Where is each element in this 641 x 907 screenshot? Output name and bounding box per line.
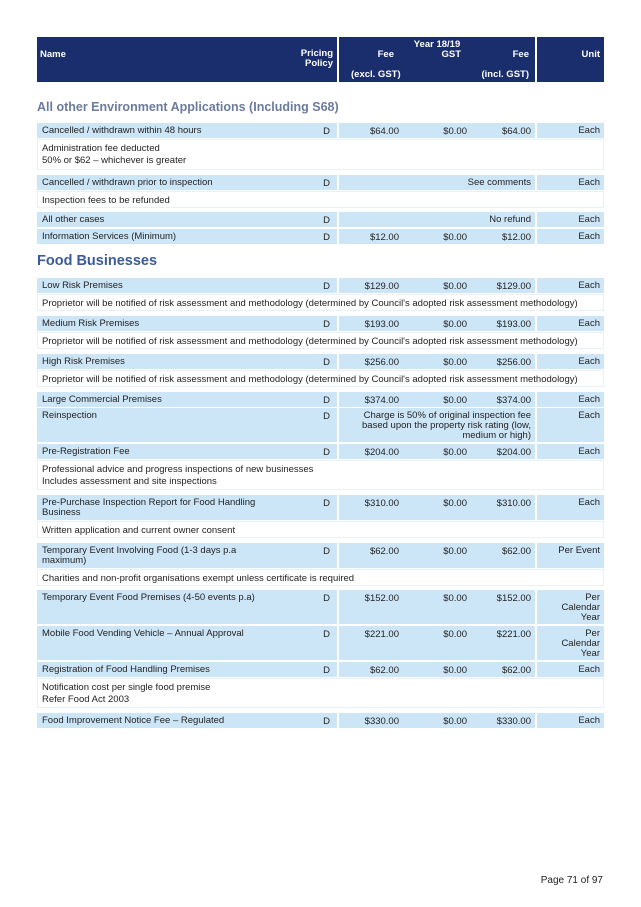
row-unit: Each: [578, 214, 600, 225]
note-text: Notification cost per single food premise: [42, 682, 211, 693]
row-fee-incl: $152.00: [496, 593, 531, 604]
row-fee: $330.00: [364, 716, 399, 727]
row-name: Pre-Registration Fee: [42, 446, 130, 457]
row-unit: Each: [578, 231, 600, 242]
header-name-cell: [37, 37, 337, 82]
table-row: [37, 495, 604, 520]
table-row: [37, 408, 604, 442]
row-name: Cancelled / withdrawn within 48 hours: [42, 125, 202, 136]
row-gst: $0.00: [443, 281, 467, 292]
row-policy: D: [323, 281, 330, 292]
table-row: [37, 316, 604, 331]
row-policy: D: [323, 357, 330, 368]
row-gst: $0.00: [443, 447, 467, 458]
table-row: [37, 662, 604, 677]
row-policy: D: [323, 447, 330, 458]
row-fee-incl: $204.00: [496, 447, 531, 458]
note-text: Professional advice and progress inspections of new businesses: [42, 464, 314, 475]
section-title-environment: All other Environment Applications (Including S68): [37, 100, 339, 114]
row-name: Registration of Food Handling Premises: [42, 664, 210, 675]
row-gst: $0.00: [443, 395, 467, 406]
row-fee-incl: $374.00: [496, 395, 531, 406]
row-gst: $0.00: [443, 232, 467, 243]
table-row: [37, 444, 604, 459]
table-row: [37, 392, 604, 407]
row-unit: Each: [578, 177, 600, 188]
row-fee: $62.00: [369, 665, 399, 676]
note-text: Written application and current owner consent: [42, 525, 236, 536]
note-text: Proprietor will be notified of risk assessment and methodology (determined by Council's adopted risk assessment methodology): [42, 374, 578, 385]
row-fee-incl: $12.00: [501, 232, 531, 243]
row-gst: $0.00: [443, 126, 467, 137]
row-note: [37, 370, 604, 387]
row-unit: Per Calendar Year: [561, 592, 600, 623]
row-unit: Per Event: [558, 545, 600, 556]
note-text: Administration fee deducted: [42, 143, 160, 154]
table-row: [37, 229, 604, 244]
row-gst: $0.00: [443, 629, 467, 640]
row-fee-incl: $62.00: [501, 665, 531, 676]
row-policy: D: [323, 593, 330, 604]
header-fee-cell: [339, 37, 535, 82]
row-unit: Each: [578, 497, 600, 508]
row-fee: $152.00: [364, 593, 399, 604]
header-fee: Fee: [377, 49, 394, 60]
header-policy: Policy: [305, 58, 333, 69]
row-fee: $193.00: [364, 319, 399, 330]
row-policy: D: [323, 395, 330, 406]
header-pricing: Pricing: [300, 48, 333, 59]
row-comment: Charge is 50% of original inspection fee based upon the property risk rating (low, medium or high): [362, 410, 531, 441]
row-name: Medium Risk Premises: [42, 318, 140, 329]
row-unit: Each: [578, 394, 600, 405]
row-name: Cancelled / withdrawn prior to inspection: [42, 177, 213, 188]
row-fee: $374.00: [364, 395, 399, 406]
row-policy: D: [323, 546, 330, 557]
note-text: Charities and non-profit organisations exempt unless certificate is required: [42, 573, 355, 584]
row-unit: Each: [578, 446, 600, 457]
row-fee-incl: $193.00: [496, 319, 531, 330]
note-text: Proprietor will be notified of risk assessment and methodology (determined by Council's adopted risk assessment methodology): [42, 336, 578, 347]
header-fee-incl: Fee: [512, 49, 529, 60]
section-title-food: Food Businesses: [37, 253, 158, 269]
table-row: [37, 626, 604, 660]
row-name: High Risk Premises: [42, 356, 125, 367]
row-fee-incl: $310.00: [496, 498, 531, 509]
table-header: [37, 37, 604, 82]
header-unit-cell: [537, 37, 604, 82]
header-year: Year 18/19: [413, 39, 461, 50]
row-note: [37, 294, 604, 311]
row-name: Temporary Event Involving Food (1-3 days p.a maximum): [42, 545, 237, 566]
header-gst: GST: [441, 49, 461, 60]
row-fee: $12.00: [369, 232, 399, 243]
row-gst: $0.00: [443, 498, 467, 509]
row-name: Information Services (Minimum): [42, 231, 177, 242]
note-text: Includes assessment and site inspections: [42, 476, 217, 487]
row-name: Mobile Food Vending Vehicle – Annual Approval: [42, 628, 244, 639]
row-comment: See comments: [467, 177, 531, 188]
row-policy: D: [323, 498, 330, 509]
table-row: [37, 713, 604, 728]
row-note: [37, 678, 604, 708]
row-fee-incl: $256.00: [496, 357, 531, 368]
row-fee: $129.00: [364, 281, 399, 292]
row-note: [37, 332, 604, 349]
row-unit: Per Calendar Year: [561, 628, 600, 659]
row-name: Large Commercial Premises: [42, 394, 162, 405]
row-policy: D: [323, 629, 330, 640]
row-fee-incl: $129.00: [496, 281, 531, 292]
row-name: Low Risk Premises: [42, 280, 123, 291]
row-gst: $0.00: [443, 319, 467, 330]
row-note: [37, 569, 604, 586]
row-gst: $0.00: [443, 357, 467, 368]
row-policy: D: [323, 126, 330, 137]
row-fee-incl: $330.00: [496, 716, 531, 727]
row-name: Temporary Event Food Premises (4-50 events p.a): [42, 592, 255, 603]
header-excl: (excl. GST): [351, 69, 401, 80]
row-unit: Each: [578, 125, 600, 136]
row-policy: D: [323, 232, 330, 243]
row-gst: $0.00: [443, 665, 467, 676]
table-row: [37, 278, 604, 293]
header-unit: Unit: [581, 49, 600, 60]
header-name: Name: [40, 49, 66, 60]
row-fee-incl: $221.00: [496, 629, 531, 640]
row-note: [37, 191, 604, 208]
row-fee: $310.00: [364, 498, 399, 509]
row-gst: $0.00: [443, 593, 467, 604]
note-text: 50% or $62 – whichever is greater: [42, 155, 187, 166]
row-note: [37, 521, 604, 538]
row-unit: Each: [578, 318, 600, 329]
row-fee: $256.00: [364, 357, 399, 368]
row-unit: Each: [578, 280, 600, 291]
row-policy: D: [323, 178, 330, 189]
row-unit: Each: [578, 410, 600, 421]
row-policy: D: [323, 319, 330, 330]
row-gst: $0.00: [443, 546, 467, 557]
note-text: Inspection fees to be refunded: [42, 195, 170, 206]
row-comment: No refund: [489, 214, 531, 225]
row-policy: D: [323, 215, 330, 226]
table-row: [37, 123, 604, 138]
page-number: Page 71 of 97: [540, 875, 603, 886]
row-policy: D: [323, 665, 330, 676]
row-name: Food Improvement Notice Fee – Regulated: [42, 715, 225, 726]
row-fee-incl: $62.00: [501, 546, 531, 557]
row-fee: $221.00: [364, 629, 399, 640]
note-text: Proprietor will be notified of risk assessment and methodology (determined by Council's adopted risk assessment methodology): [42, 298, 578, 309]
note-text: Refer Food Act 2003: [42, 694, 130, 705]
row-unit: Each: [578, 664, 600, 675]
header-pricing-policy: [301, 49, 333, 69]
table-row: [37, 175, 604, 190]
row-unit: Each: [578, 356, 600, 367]
row-name: Pre-Purchase Inspection Report for Food Handling Business: [42, 497, 256, 518]
row-policy: D: [323, 716, 330, 727]
row-note: [37, 139, 604, 170]
row-fee-incl: $64.00: [501, 126, 531, 137]
row-fee: $64.00: [369, 126, 399, 137]
row-name: Reinspection: [42, 410, 97, 421]
table-row: [37, 354, 604, 369]
header-incl: (incl. GST): [481, 69, 529, 80]
row-unit: Each: [578, 715, 600, 726]
row-note: [37, 460, 604, 490]
row-policy: D: [323, 411, 330, 422]
table-row: [37, 590, 604, 624]
table-row: [37, 212, 604, 227]
table-row: [37, 543, 604, 568]
row-fee: $62.00: [369, 546, 399, 557]
row-gst: $0.00: [443, 716, 467, 727]
row-name: All other cases: [42, 214, 105, 225]
row-fee: $204.00: [364, 447, 399, 458]
